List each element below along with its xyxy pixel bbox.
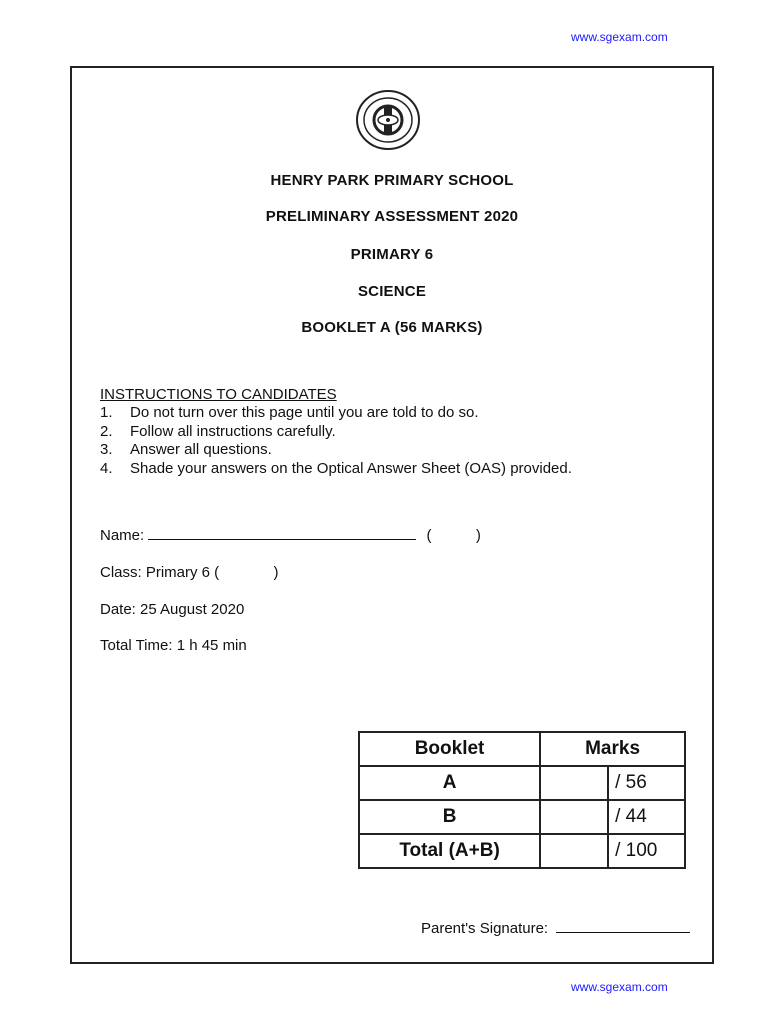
list-item-number: 4.: [100, 459, 113, 477]
class-label: Class: Primary 6 (: [100, 564, 220, 581]
marks-table: [358, 731, 686, 869]
list-item-text: Follow all instructions carefully.: [130, 422, 336, 440]
score-entry-cell[interactable]: [540, 766, 608, 800]
name-label: Name:: [100, 527, 145, 544]
assessment-title: PRELIMINARY ASSESSMENT 2020: [265, 208, 519, 225]
index-close-paren: ): [475, 527, 481, 544]
list-item: [100, 460, 572, 479]
score-entry-cell[interactable]: [540, 800, 608, 834]
table-row: [359, 800, 685, 834]
list-item-text: Shade your answers on the Optical Answer Sheet (OAS) provided.: [130, 459, 572, 477]
watermark-top: www.sgexam.com: [571, 30, 668, 44]
booklet-cell: A: [359, 766, 540, 800]
out-of-cell: / 44: [608, 800, 685, 834]
marks-column-header: Marks: [540, 732, 685, 766]
list-item-text: Do not turn over this page until you are told to do so.: [130, 404, 479, 421]
table-row: [359, 766, 685, 800]
list-item: [100, 441, 572, 460]
name-field: [100, 527, 481, 544]
list-item: [100, 423, 572, 442]
class-field: [100, 564, 279, 581]
parent-signature-field: [421, 920, 690, 937]
table-row: [359, 834, 685, 868]
list-item-number: 2.: [100, 422, 113, 440]
school-crest-icon: [353, 88, 423, 152]
instructions-list: [100, 404, 572, 478]
list-item-number: 3.: [100, 441, 113, 458]
instructions-heading: INSTRUCTIONS TO CANDIDATES: [100, 386, 337, 403]
out-of-cell: / 56: [608, 766, 685, 800]
level-title: PRIMARY 6: [350, 246, 434, 263]
booklet-title: BOOKLET A (56 MARKS): [301, 319, 483, 336]
subject-title: SCIENCE: [357, 283, 427, 300]
signature-blank[interactable]: [556, 931, 690, 933]
out-of-cell: / 100: [608, 834, 685, 868]
list-item: [100, 404, 572, 423]
signature-label: Parent's Signature:: [421, 920, 549, 937]
total-time: Total Time: 1 h 45 min: [100, 637, 247, 654]
list-item-number: 1.: [100, 404, 113, 421]
booklet-column-header: Booklet: [359, 732, 540, 766]
booklet-cell: Total (A+B): [359, 834, 540, 868]
school-name: HENRY PARK PRIMARY SCHOOL: [270, 172, 514, 189]
score-entry-cell[interactable]: [540, 834, 608, 868]
class-close-paren: ): [273, 564, 279, 581]
table-header-row: [359, 732, 685, 766]
booklet-cell: B: [359, 800, 540, 834]
exam-date: Date: 25 August 2020: [100, 601, 245, 618]
index-open-paren: (: [426, 527, 432, 544]
watermark-bottom: www.sgexam.com: [571, 980, 668, 994]
name-blank[interactable]: [148, 538, 416, 540]
list-item-text: Answer all questions.: [130, 441, 272, 458]
